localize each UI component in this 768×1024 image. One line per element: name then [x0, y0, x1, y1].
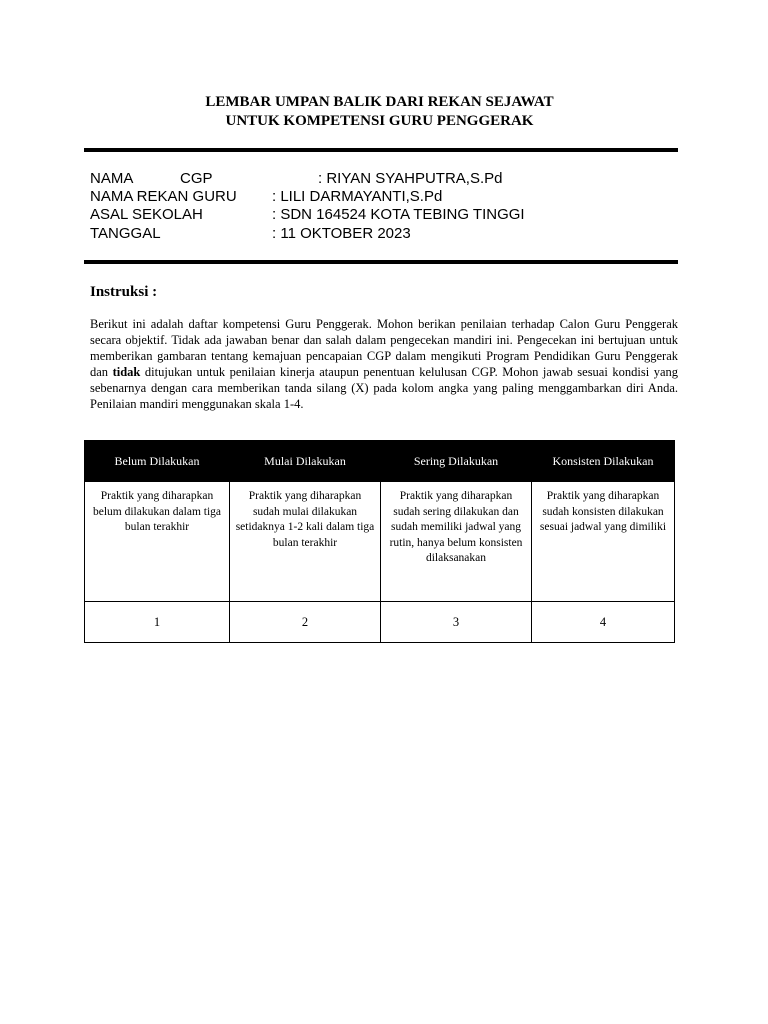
- instructions-heading: Instruksi :: [90, 284, 158, 300]
- document-title-line-1: LEMBAR UMPAN BALIK DARI REKAN SEJAWAT: [205, 94, 554, 110]
- bottom-divider: [84, 260, 678, 264]
- rating-scale-table: [84, 440, 675, 643]
- scale-header-3: Sering Dilakukan: [381, 441, 532, 482]
- tanggal-label: TANGGAL: [90, 225, 161, 242]
- scale-score-2: 2: [230, 602, 381, 643]
- nama-value: : RIYAN SYAHPUTRA,S.Pd: [318, 170, 503, 187]
- scale-header-1: Belum Dilakukan: [85, 441, 230, 482]
- sekolah-label: ASAL SEKOLAH: [90, 206, 203, 223]
- instructions-text-part-1: Berikut ini adalah daftar kompetensi Guru Penggerak. Mohon berikan penilaian terhadap Calon Guru Penggerak secara objektif. Tidak ada jawaban benar dan salah dalam pengecekan mandiri ini. Pengecekan ini bertujuan untuk memberikan gambaran tentang kemajuan pencapaian CGP dalam mengikuti Program Pendidikan Guru Penggerak dan: [90, 317, 678, 379]
- sekolah-value: : SDN 164524 KOTA TEBING TINGGI: [272, 206, 525, 223]
- instructions-bold-word: tidak: [112, 365, 141, 379]
- scale-score-3: 3: [381, 602, 532, 643]
- info-row-sekolah: [90, 206, 650, 224]
- tanggal-value: : 11 OKTOBER 2023: [272, 225, 411, 242]
- scale-description-3: Praktik yang diharapkan sudah sering dilakukan dan sudah memiliki jadwal yang rutin, hanya belum konsisten dilaksanakan: [381, 482, 532, 602]
- info-row-nama: [90, 170, 650, 188]
- rekan-label: NAMA REKAN GURU: [90, 188, 237, 205]
- rekan-value: : LILI DARMAYANTI,S.Pd: [272, 188, 443, 205]
- scale-score-1: 1: [85, 602, 230, 643]
- scale-header-4: Konsisten Dilakukan: [532, 441, 675, 482]
- info-row-rekan: [90, 188, 650, 206]
- info-row-tanggal: [90, 225, 650, 243]
- scale-score-row: [85, 602, 675, 643]
- scale-description-2: Praktik yang diharapkan sudah mulai dilakukan setidaknya 1-2 kali dalam tiga bulan terakhir: [230, 482, 381, 602]
- top-divider: [84, 148, 678, 152]
- scale-description-row: [85, 482, 675, 602]
- cgp-label: CGP: [180, 170, 213, 187]
- instructions-paragraph: [90, 316, 678, 412]
- scale-description-4: Praktik yang diharapkan sudah konsisten dilakukan sesuai jadwal yang dimiliki: [532, 482, 675, 602]
- nama-label: NAMA: [90, 170, 134, 187]
- scale-header-row: [85, 441, 675, 482]
- scale-description-1: Praktik yang diharapkan belum dilakukan dalam tiga bulan terakhir: [85, 482, 230, 602]
- scale-score-4: 4: [532, 602, 675, 643]
- scale-header-2: Mulai Dilakukan: [230, 441, 381, 482]
- instructions-text-part-2: ditujukan untuk penilaian kinerja ataupun penentuan kelulusan CGP. Mohon jawab sesuai kondisi yang sebenarnya dengan cara memberikan tanda silang (X) pada kolom angka yang paling menggambarkan diri Anda. Penilaian mandiri menggunakan skala 1-4.: [90, 365, 678, 411]
- document-title-line-2: UNTUK KOMPETENSI GURU PENGGERAK: [225, 113, 534, 129]
